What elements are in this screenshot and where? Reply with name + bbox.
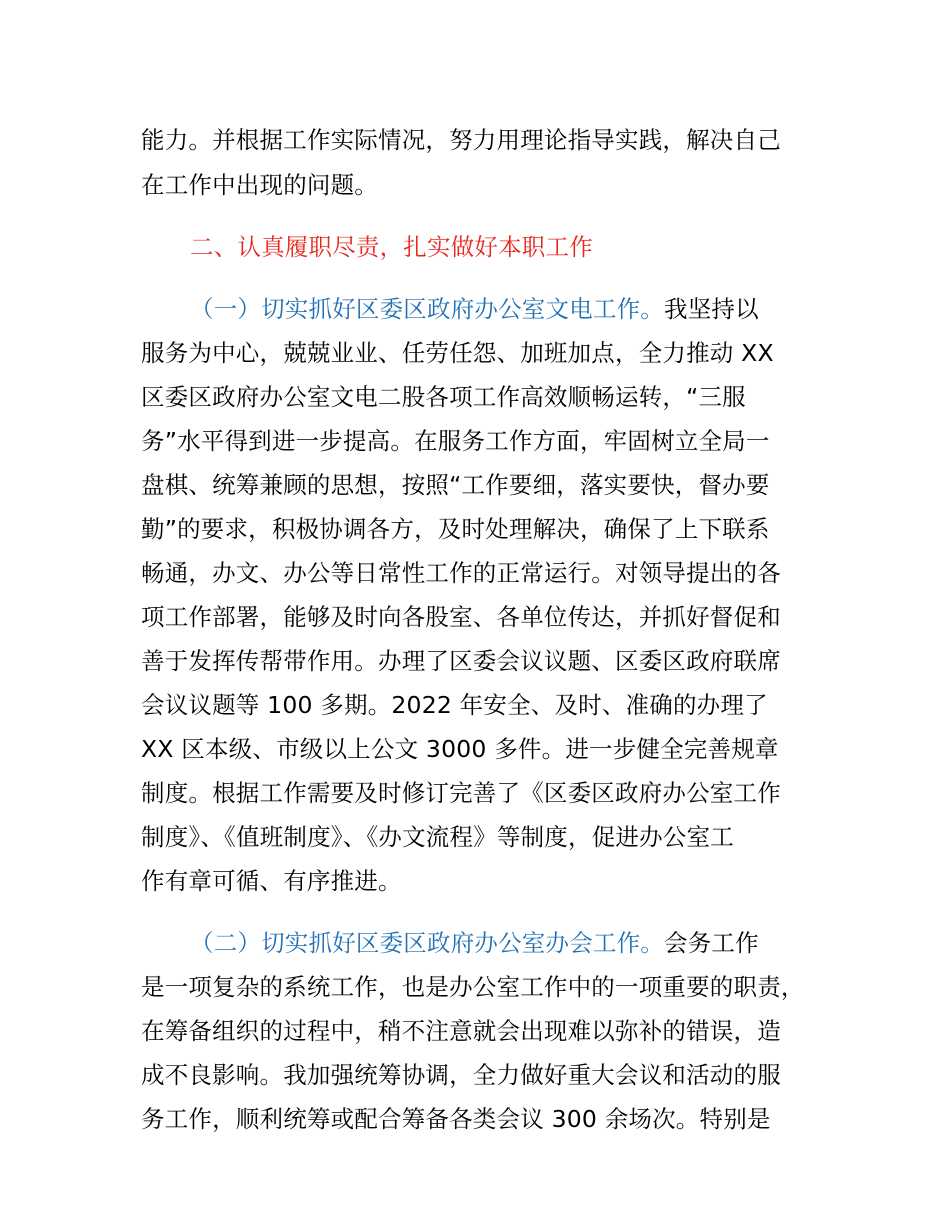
paragraph-line: 会议议题等 100 多期。2022 年安全、及时、准确的办理了 [141, 691, 768, 719]
paragraph-line: 服务为中心，兢兢业业、任劳任怨、加班加点，全力推动 XX [141, 339, 774, 367]
paragraph-line [190, 294, 759, 324]
paragraph-line: 盘棋、统筹兼顾的思想，按照“工作要细，落实要快，督办要 [141, 471, 770, 499]
subsection-heading: （二）切实抓好区委区政府办公室办会工作。 [190, 929, 664, 957]
paragraph-line: 务”水平得到进一步提高。在服务工作方面，牢固树立全局一 [141, 427, 770, 455]
paragraph-line: 制度。根据工作需要及时修订完善了《区委区政府办公室工作 [141, 779, 781, 807]
paragraph-line [190, 928, 759, 958]
paragraph-text: 会务工作 [664, 929, 759, 957]
paragraph-line: 作有章可循、有序推进。 [141, 867, 402, 895]
subsection-heading: （一）切实抓好区委区政府办公室文电工作。 [190, 295, 664, 323]
paragraph-line: 畅通，办文、办公等日常性工作的正常运行。对领导提出的各 [141, 559, 781, 587]
paragraph-line: 能力。并根据工作实际情况，努力用理论指导实践，解决自己 [141, 126, 781, 154]
paragraph-line: 务工作，顺利统筹或配合筹备各类会议 300 余场次。特别是 [141, 1105, 771, 1133]
paragraph-line: 在工作中出现的问题。 [141, 171, 378, 199]
paragraph-line: 项工作部署，能够及时向各股室、各单位传达，并抓好督促和 [141, 603, 781, 631]
paragraph-line: 是一项复杂的系统工作，也是办公室工作中的一项重要的职责， [141, 973, 805, 1001]
paragraph-line: 区委区政府办公室文电二股各项工作高效顺畅运转，“三服 [141, 383, 746, 411]
paragraph-line: 制度》、《值班制度》、《办文流程》等制度，促进办公室工 [141, 823, 734, 851]
paragraph-line: 在筹备组织的过程中，稍不注意就会出现难以弥补的错误，造 [141, 1017, 781, 1045]
section-heading: 二、认真履职尽责，扎实做好本职工作 [190, 233, 593, 261]
paragraph-line: 成不良影响。我加强统筹协调，全力做好重大会议和活动的服 [141, 1061, 781, 1089]
paragraph-line: XX 区本级、市级以上公文 3000 多件。进一步健全完善规章 [141, 735, 779, 763]
paragraph-text: 我坚持以 [664, 295, 759, 323]
paragraph-line: 勤”的要求，积极协调各方，及时处理解决，确保了上下联系 [141, 515, 770, 543]
paragraph-line: 善于发挥传帮带作用。办理了区委会议议题、区委区政府联席 [141, 647, 781, 675]
